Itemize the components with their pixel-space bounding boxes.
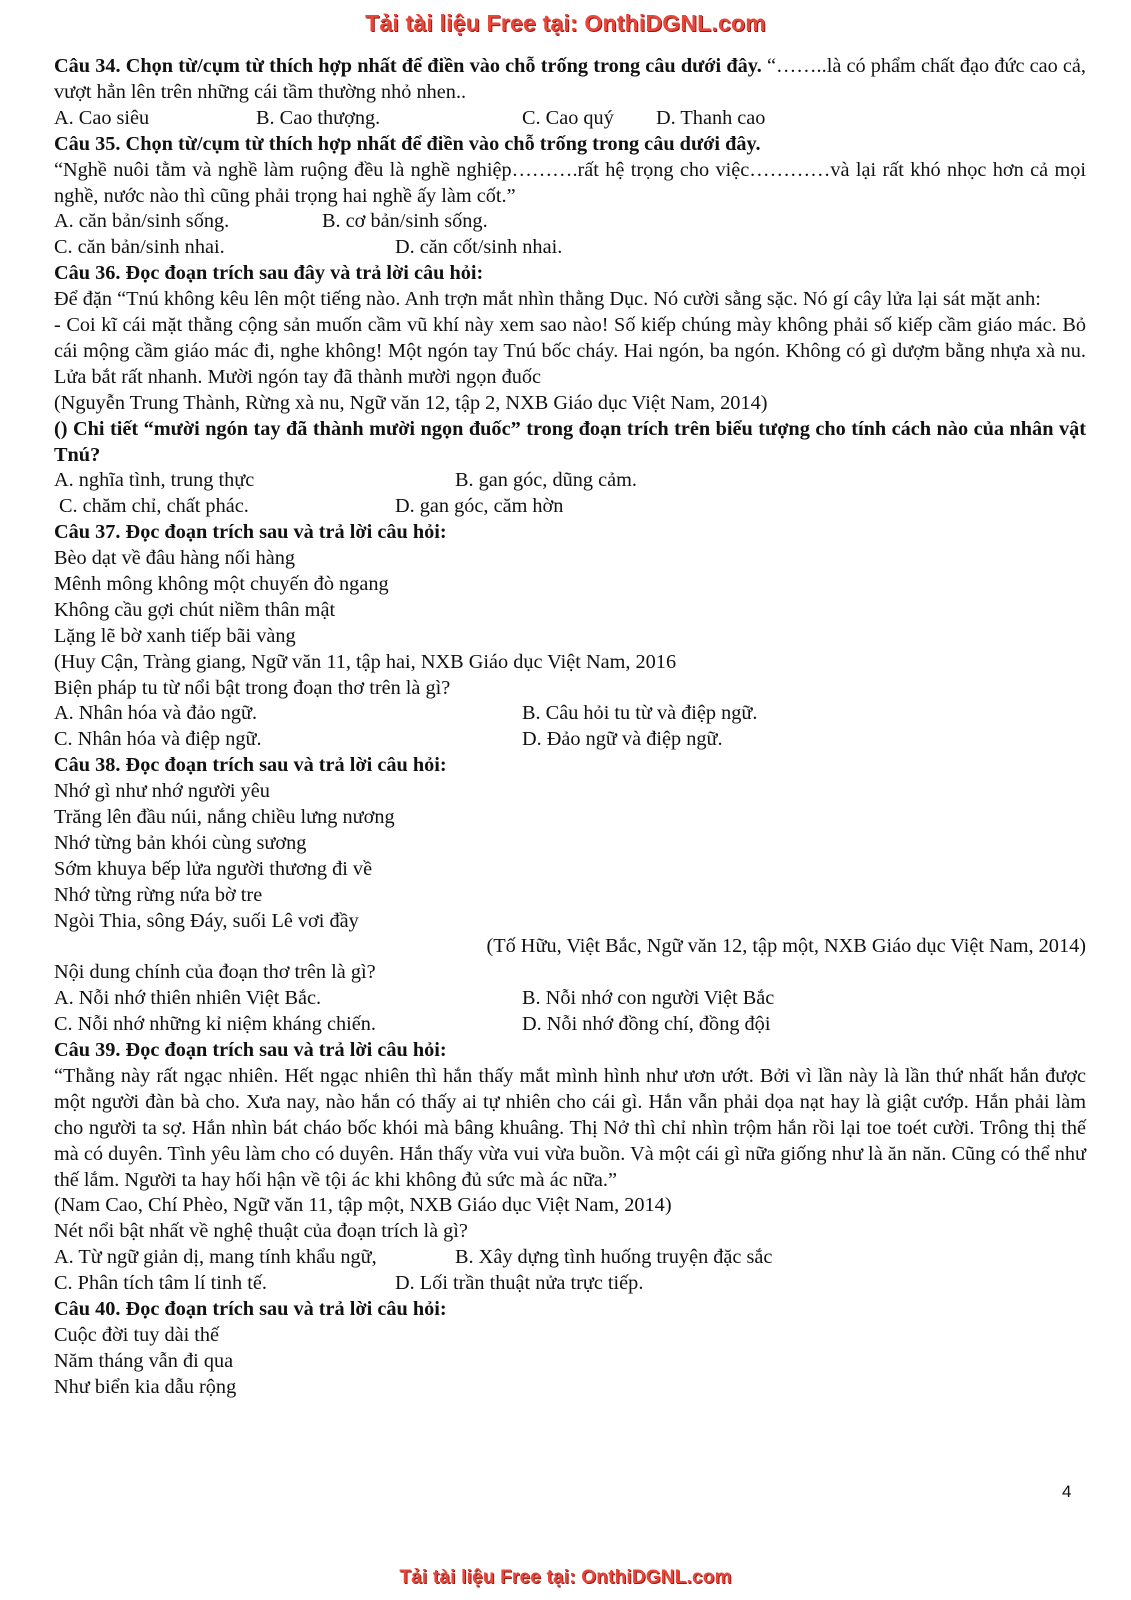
q35-options-row2	[54, 235, 1086, 261]
q36-title: Câu 36. Đọc đoạn trích sau đây và trả lời câu hỏi:	[54, 262, 484, 285]
q38-poem-line: Nhớ từng rừng nứa bờ tre	[54, 883, 263, 906]
q34-stem-text: “……..là có phẩm chất đạo đức cao cả, vượt hẳn lên trên những cái tầm thường nhỏ nhen..	[54, 55, 1086, 103]
q36-question: () Chi tiết “mười ngón tay đã thành mười ngọn đuốc” trong đoạn trích trên biểu tượng cho tính cách nào của nhân vật Tnú?	[54, 417, 1086, 466]
q38-options-row2	[54, 1012, 1086, 1038]
q37-option-d: D. Đảo ngữ và điệp ngữ.	[522, 728, 723, 751]
q35-option-d: D. căn cốt/sinh nhai.	[395, 236, 563, 259]
q38-option-d: D. Nỗi nhớ đồng chí, đồng đội	[522, 1013, 771, 1036]
q35-option-b: B. cơ bản/sinh sống.	[322, 210, 488, 233]
q34-option-c: C. Cao quý	[522, 106, 614, 129]
q39-title: Câu 39. Đọc đoạn trích sau và trả lời câu hỏi:	[54, 1039, 447, 1061]
q39-option-d: D. Lối trần thuật nửa trực tiếp.	[395, 1272, 644, 1295]
exam-content	[54, 54, 1086, 1401]
q38-poem-line: Nhớ từng bản khói cùng sương	[54, 831, 307, 854]
q37-option-b: B. Câu hỏi tu từ và điệp ngữ.	[522, 702, 758, 725]
q36-passage-2: - Coi kĩ cái mặt thằng cộng sản muốn cầm vũ khí này xem sao nào! Số kiếp chúng mày không phải số kiếp cầm giáo mác. Bỏ cái mộng cầm giáo mác đi, nghe không! Một ngón tay Tnú bốc cháy. Hai ngón, ba ngón. Không có gì dượm bằng nhựa xà nu. Lửa bắt rất nhanh. Mười ngón tay đã thành mười ngọn đuốc	[54, 313, 1086, 388]
page-number: 4	[1062, 1482, 1072, 1501]
q36-options-row2	[54, 494, 1086, 520]
q36-option-a: A. nghĩa tình, trung thực	[54, 469, 255, 492]
q39-option-c: C. Phân tích tâm lí tinh tế.	[54, 1272, 267, 1295]
q39-options-row1	[54, 1245, 1086, 1271]
q39-source: (Nam Cao, Chí Phèo, Ngữ văn 11, tập một, NXB Giáo dục Việt Nam, 2014)	[54, 1194, 672, 1217]
q34-option-b: B. Cao thượng.	[256, 106, 381, 129]
q37-question: Biện pháp tu từ nổi bật trong đoạn thơ trên là gì?	[54, 676, 451, 699]
q37-poem-line: Không cầu gợi chút niềm thân mật	[54, 598, 336, 621]
q39-question: Nét nổi bật nhất về nghệ thuật của đoạn trích là gì?	[54, 1220, 468, 1243]
q34-option-d: D. Thanh cao	[656, 106, 766, 129]
q37-option-a: A. Nhân hóa và đảo ngữ.	[54, 702, 258, 725]
q37-option-c: C. Nhân hóa và điệp ngữ.	[54, 728, 262, 751]
q35-option-a: A. căn bản/sinh sống.	[54, 210, 230, 233]
q40-poem-line: Như biển kia dẫu rộng	[54, 1375, 237, 1398]
q36-options-row1	[54, 468, 1086, 494]
q34-option-a: A. Cao siêu	[54, 106, 150, 129]
q34-options	[54, 106, 1086, 132]
q38-option-b: B. Nỗi nhớ con người Việt Bắc	[522, 987, 775, 1010]
q39-options-row2	[54, 1271, 1086, 1297]
q37-options-row1	[54, 701, 1086, 727]
q38-title: Câu 38. Đọc đoạn trích sau và trả lời câu hỏi:	[54, 754, 447, 777]
q37-poem-line: Mênh mông không một chuyến đò ngang	[54, 572, 389, 595]
q40-poem-line: Cuộc đời tuy dài thế	[54, 1323, 220, 1346]
q38-poem-line: Trăng lên đầu núi, nắng chiều lưng nương	[54, 805, 395, 828]
q38-question: Nội dung chính của đoạn thơ trên là gì?	[54, 961, 376, 984]
q36-passage-1: Để đặn “Tnú không kêu lên một tiếng nào. Anh trợn mắt nhìn thằng Dục. Nó cười sằng sặc. Nó gí cây lửa lại sát mặt anh:	[54, 288, 1041, 311]
q36-option-d: D. gan góc, căm hờn	[395, 495, 564, 518]
footer-banner[interactable]: Tải tài liệu Free tại: OnthiDGNL.com	[399, 1567, 732, 1588]
q38-poem-line: Nhớ gì như nhớ người yêu	[54, 780, 270, 803]
q38-poem-line: Ngòi Thia, sông Đáy, suối Lê vơi đầy	[54, 909, 359, 932]
q37-source: (Huy Cận, Tràng giang, Ngữ văn 11, tập hai, NXB Giáo dục Việt Nam, 2016	[54, 650, 677, 673]
q36-source: (Nguyễn Trung Thành, Rừng xà nu, Ngữ văn 12, tập 2, NXB Giáo dục Việt Nam, 2014)	[54, 391, 768, 414]
q35-option-c: C. căn bản/sinh nhai.	[54, 236, 225, 259]
q37-title: Câu 37. Đọc đoạn trích sau và trả lời câu hỏi:	[54, 521, 447, 544]
q38-source: (Tố Hữu, Việt Bắc, Ngữ văn 12, tập một, NXB Giáo dục Việt Nam, 2014)	[486, 935, 1086, 958]
q40-title: Câu 40. Đọc đoạn trích sau và trả lời câu hỏi:	[54, 1297, 447, 1320]
q39-option-b: B. Xây dựng tình huống truyện đặc sắc	[455, 1246, 773, 1269]
q38-options-row1	[54, 986, 1086, 1012]
q34-title: Câu 34. Chọn từ/cụm từ thích hợp nhất để điền vào chỗ trống trong câu dưới đây.	[54, 55, 762, 77]
q35-stem: “Nghề nuôi tằm và nghề làm ruộng đều là nghề nghiệp……….rất hệ trọng cho việc…………và lại rất khó nhọc hơn cả mọi nghề, nước nào thì cũng phải trọng hai nghề ấy làm cốt.”	[54, 158, 1086, 207]
q37-options-row2	[54, 727, 1086, 753]
q37-poem-line: Bèo dạt về đâu hàng nối hàng	[54, 547, 296, 570]
q36-option-b: B. gan góc, dũng cảm.	[455, 469, 637, 492]
q38-option-a: A. Nỗi nhớ thiên nhiên Việt Bắc.	[54, 987, 322, 1010]
q37-poem-line: Lặng lẽ bờ xanh tiếp bãi vàng	[54, 624, 296, 647]
q38-poem-line: Sớm khuya bếp lửa người thương đi về	[54, 857, 373, 880]
q35-title: Câu 35. Chọn từ/cụm từ thích hợp nhất để điền vào chỗ trống trong câu dưới đây.	[54, 132, 761, 155]
q40-poem-line: Năm tháng vẫn đi qua	[54, 1349, 234, 1372]
q34-stem	[54, 54, 1086, 106]
q39-option-a: A. Từ ngữ giản dị, mang tính khẩu ngữ,	[54, 1246, 377, 1269]
q35-options-row1	[54, 209, 1086, 235]
q36-option-c: C. chăm chỉ, chất phác.	[59, 495, 249, 518]
q39-passage: “Thằng này rất ngạc nhiên. Hết ngạc nhiên thì hắn thấy mắt mình hình như ươn ướt. Bởi vì lần này là lần thứ nhất hắn được một người đàn bà cho. Xưa nay, nào hắn có thấy ai tự nhiên cho cái gì. Hắn vẫn phải dọa nạt hay là giật cướp. Hắn phải làm cho người ta sợ. Hắn nhìn bát cháo bốc khói mà bâng khuâng. Thị Nở thì chỉ nhìn trộm hắn rồi lại toe toét cười. Trông thị thế mà có duyên. Tình yêu làm cho có duyên. Hắn thấy vừa vui vừa buồn. Và một cái gì nữa giống như là ăn năn. Cũng có thể như thế lắm. Người ta hay hối hận về tội ác khi không đủ sức mà ác nữa.”	[54, 1064, 1086, 1191]
q38-option-c: C. Nỗi nhớ những kỉ niệm kháng chiến.	[54, 1013, 376, 1036]
header-banner[interactable]: Tải tài liệu Free tại: OnthiDGNL.com	[365, 10, 766, 36]
